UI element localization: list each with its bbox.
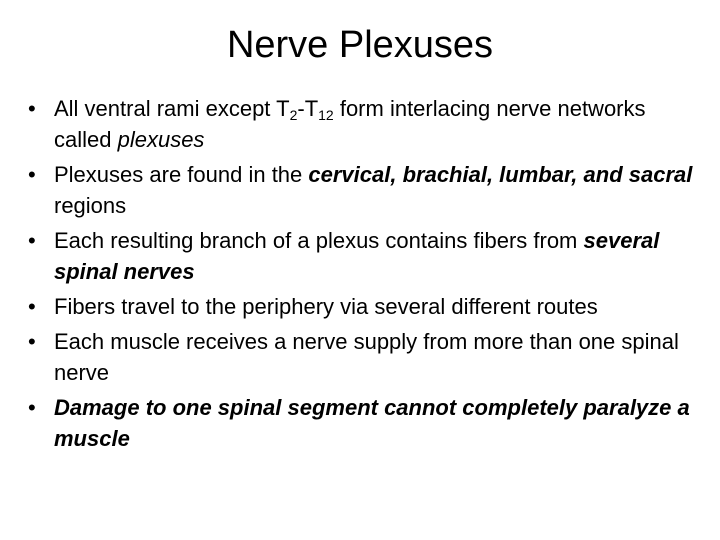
emphasis-text: cervical, brachial, lumbar, and sacral (308, 162, 693, 187)
bullet-item-muscle-supply (22, 326, 702, 388)
bullet-text: Each resulting branch of a plexus contains fibers from (54, 228, 584, 253)
bullet-icon: • (28, 329, 36, 354)
subscript: 12 (318, 107, 334, 123)
bullet-text: Plexuses are found in the (54, 162, 309, 187)
slide-title: Nerve Plexuses (226, 24, 494, 66)
emphasis-text: several spinal nerves (54, 228, 660, 284)
bullet-text: Fibers travel to the periphery via several different routes (54, 294, 598, 319)
bullet-item-regions (22, 159, 702, 221)
bullet-list (22, 93, 702, 458)
bullet-item-routes (22, 291, 702, 322)
bullet-icon: • (28, 162, 36, 187)
emphasis-text: Damage to one spinal segment cannot completely paralyze a muscle (54, 395, 690, 451)
bullet-text: form interlacing nerve networks called (54, 96, 646, 152)
bullet-item-ventral-rami (22, 93, 702, 155)
bullet-text: regions (54, 193, 127, 218)
bullet-text: Each muscle receives a nerve supply from more than one spinal nerve (54, 329, 679, 385)
bullet-item-damage (22, 392, 702, 454)
bullet-icon: • (28, 96, 36, 121)
bullet-icon: • (28, 294, 36, 319)
subscript: 2 (289, 107, 298, 123)
bullet-icon: • (28, 228, 36, 253)
emphasis-text: plexuses (117, 127, 205, 152)
bullet-icon: • (28, 395, 36, 420)
bullet-text: All ventral rami except T (54, 96, 290, 121)
bullet-item-branch-fibers (22, 225, 702, 287)
bullet-text: -T (297, 96, 319, 121)
